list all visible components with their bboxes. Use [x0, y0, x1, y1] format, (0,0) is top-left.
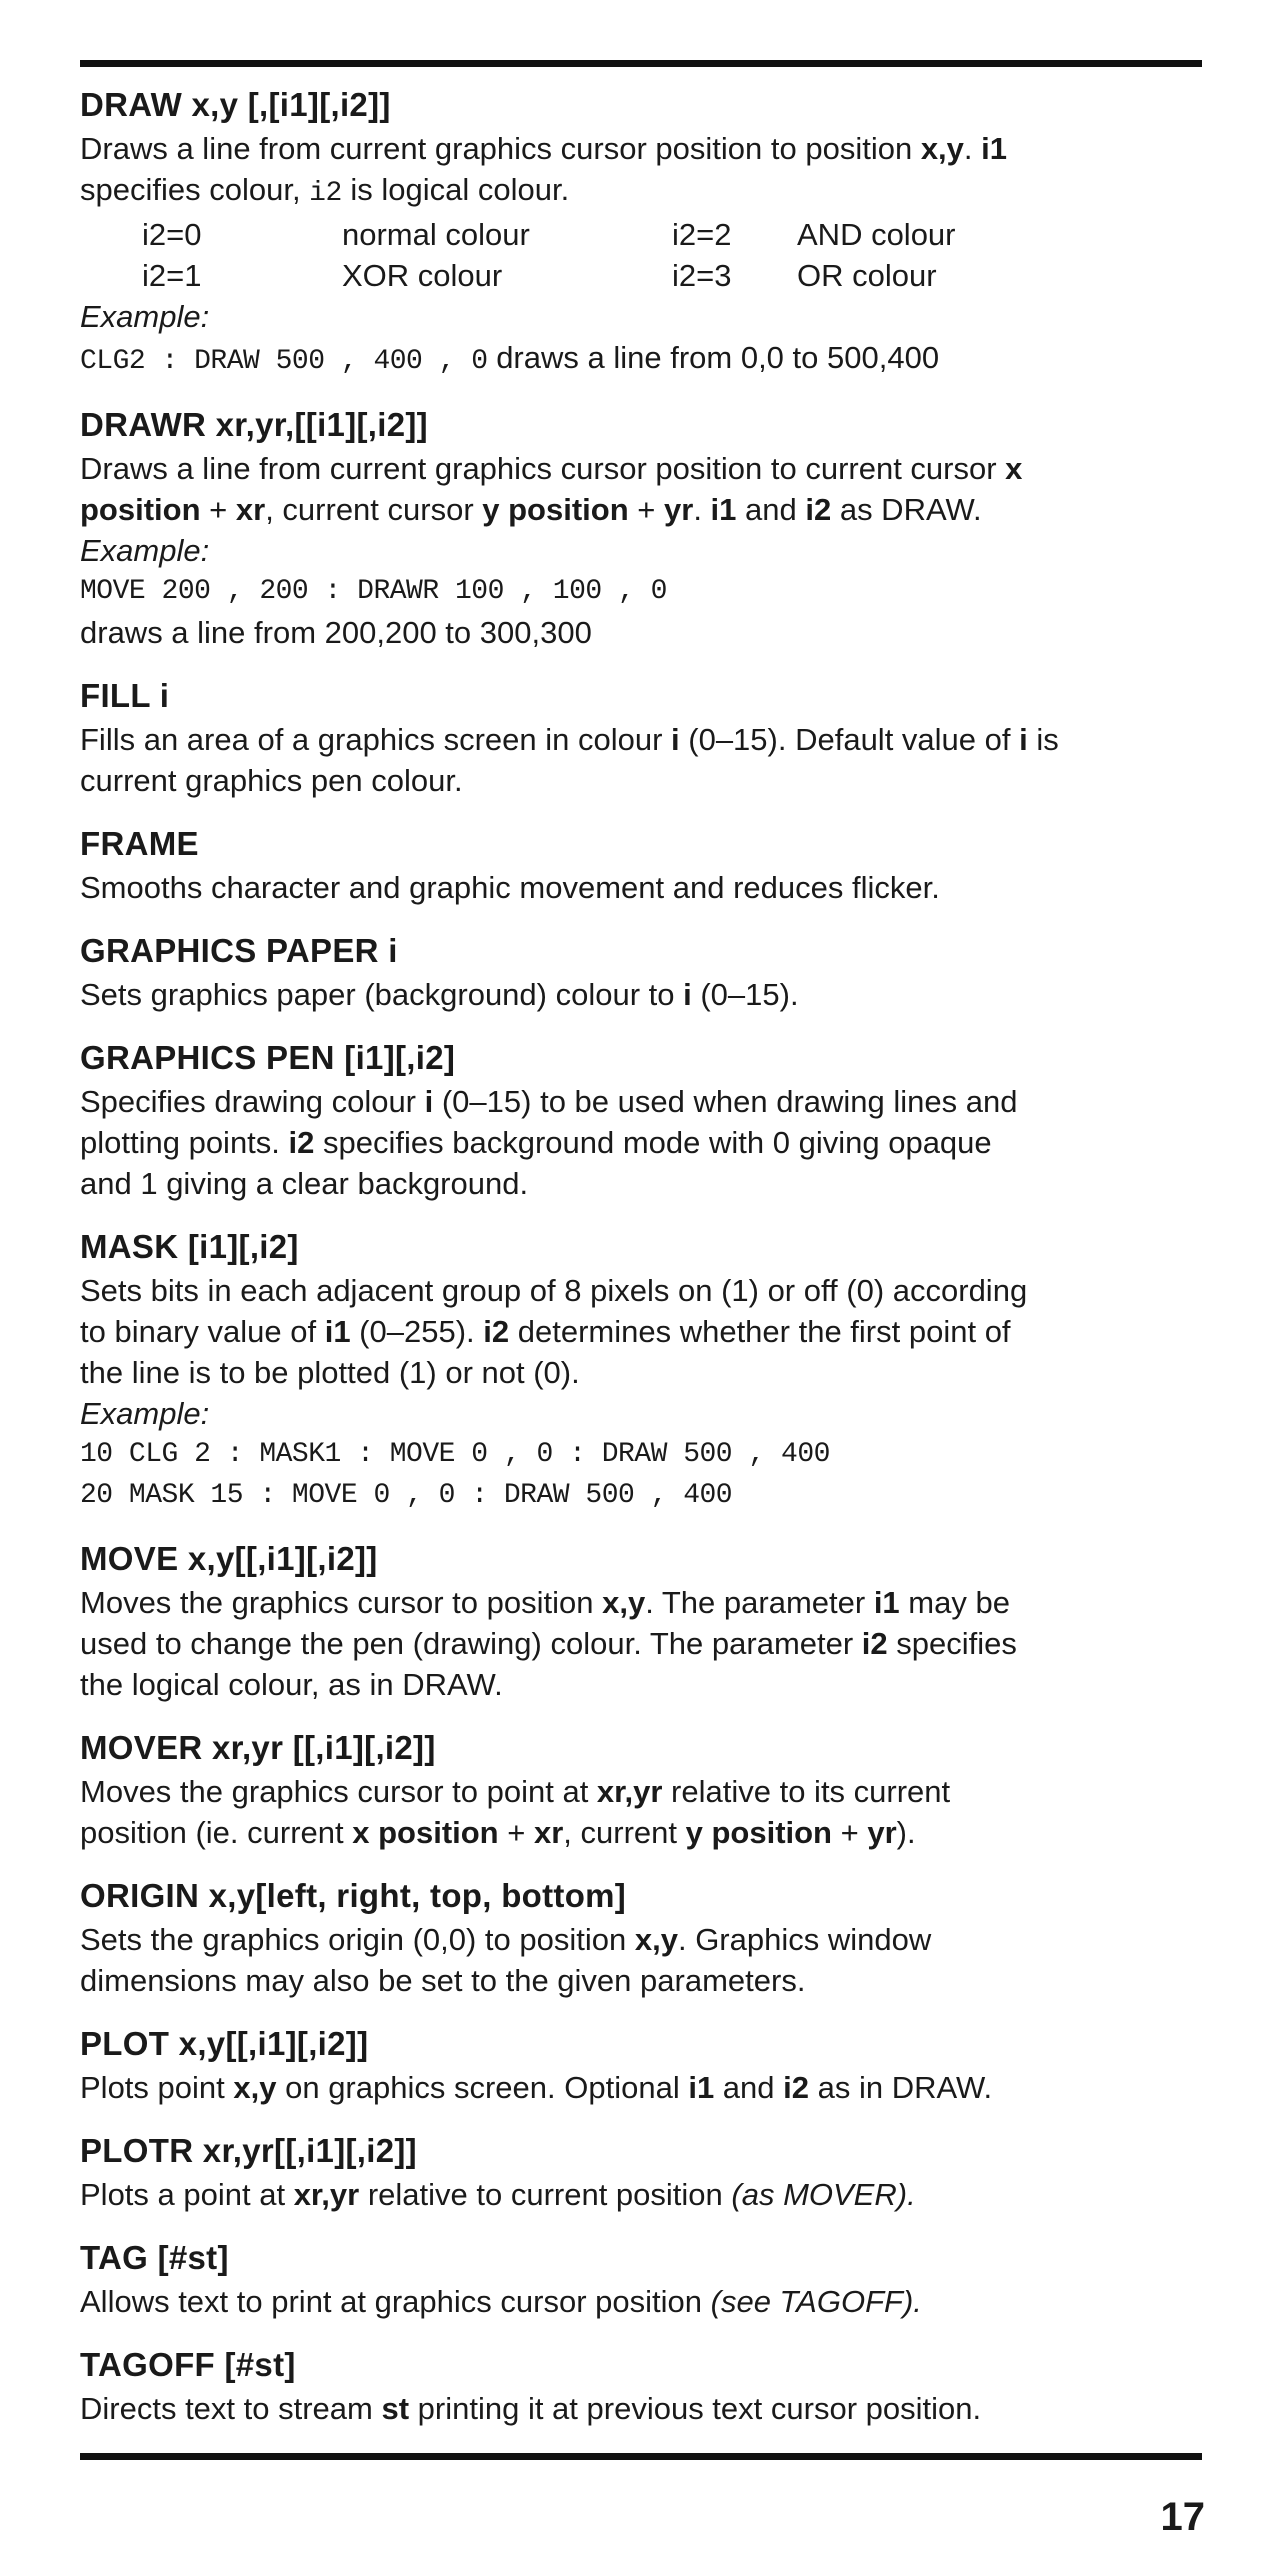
entry-heading: FILL i	[80, 677, 170, 714]
example-label: Example:	[80, 533, 210, 568]
entry-description: Draws a line from current graphics cursor position to current cursor x position + xr, current cursor y position + yr. i1 and i2 as DRAW.	[80, 451, 1023, 527]
entry-tag	[80, 2235, 1205, 2322]
entry-graphics-paper	[80, 928, 1205, 1015]
example-label: Example:	[80, 1396, 210, 1431]
page-number: 17	[1160, 2495, 1205, 2539]
entry-heading: MASK [i1][,i2]	[80, 1228, 299, 1265]
entry-description: Allows text to print at graphics cursor position (see TAGOFF).	[80, 2284, 922, 2319]
entry-heading: GRAPHICS PAPER i	[80, 932, 398, 969]
bottom-rule	[80, 2453, 1202, 2460]
entry-description: Sets the graphics origin (0,0) to position x,y. Graphics window dimensions may also be set to the given parameters.	[80, 1922, 932, 1998]
entry-description: Fills an area of a graphics screen in colour i (0–15). Default value of i is current graphics pen colour.	[80, 722, 1059, 798]
example-code: 10 CLG 2 : MASK1 : MOVE 0 , 0 : DRAW 500 , 400	[80, 1439, 830, 1470]
entry-mover	[80, 1725, 1205, 1853]
entry-draw	[80, 82, 1205, 382]
entry-heading: DRAWR xr,yr,[[i1][,i2]]	[80, 406, 428, 443]
entry-drawr	[80, 402, 1205, 653]
entry-heading: PLOTR xr,yr[[,i1][,i2]]	[80, 2132, 417, 2169]
example: CLG2 : DRAW 500 , 400 , 0 draws a line from 0,0 to 500,400	[80, 340, 940, 377]
entry-heading: DRAW x,y [,[i1][,i2]]	[80, 86, 391, 123]
entry-mask	[80, 1224, 1205, 1516]
entry-heading: ORIGIN x,y[left, right, top, bottom]	[80, 1877, 627, 1914]
entry-description: Plots a point at xr,yr relative to current position (as MOVER).	[80, 2177, 916, 2212]
entry-description: Moves the graphics cursor to position x,y. The parameter i1 may be used to change the pen (drawing) colour. The parameter i2 specifies the logical colour, as in DRAW.	[80, 1585, 1017, 1702]
entry-description: Specifies drawing colour i (0–15) to be used when drawing lines and plotting points. i2 specifies background mode with 0 giving opaque and 1 giving a clear background.	[80, 1084, 1018, 1201]
example-code: MOVE 200 , 200 : DRAWR 100 , 100 , 0	[80, 576, 667, 607]
top-rule	[80, 60, 1202, 67]
entry-description: Sets graphics paper (background) colour to i (0–15).	[80, 977, 799, 1012]
example-text: draws a line from 200,200 to 300,300	[80, 615, 592, 650]
entry-description: Directs text to stream st printing it at previous text cursor position.	[80, 2391, 982, 2426]
entry-plotr	[80, 2128, 1205, 2215]
entry-heading: MOVE x,y[[,i1][,i2]]	[80, 1540, 378, 1577]
entry-heading: GRAPHICS PEN [i1][,i2]	[80, 1039, 456, 1076]
logical-colour-modes: i2=0 normal colour i2=2 AND colour i2=1 XOR colour i2=3 OR colour	[142, 217, 956, 293]
entry-description: Plots point x,y on graphics screen. Optional i1 and i2 as in DRAW.	[80, 2070, 993, 2105]
entry-description: Moves the graphics cursor to point at xr,yr relative to its current position (ie. current x position + xr, current y position + yr).	[80, 1774, 951, 1850]
entry-fill	[80, 673, 1205, 801]
entry-graphics-pen	[80, 1035, 1205, 1204]
entry-heading: TAGOFF [#st]	[80, 2346, 296, 2383]
entry-plot	[80, 2021, 1205, 2108]
entry-description: Draws a line from current graphics cursor position to position x,y. i1 specifies colour, i2 is logical colour.	[80, 131, 1008, 209]
entry-frame	[80, 821, 1205, 908]
entry-tagoff	[80, 2342, 1205, 2429]
entry-move	[80, 1536, 1205, 1705]
entry-heading: FRAME	[80, 825, 199, 862]
entry-heading: PLOT x,y[[,i1][,i2]]	[80, 2025, 369, 2062]
entry-description: Smooths character and graphic movement and reduces flicker.	[80, 870, 940, 905]
entry-heading: TAG [#st]	[80, 2239, 229, 2276]
entry-description: Sets bits in each adjacent group of 8 pixels on (1) or off (0) according to binary value of i1 (0–255). i2 determines whether the first point of the line is to be plotted (1) or not (0).	[80, 1273, 1028, 1390]
entry-heading: MOVER xr,yr [[,i1][,i2]]	[80, 1729, 436, 1766]
example-label: Example:	[80, 299, 210, 334]
entry-origin	[80, 1873, 1205, 2001]
command-reference	[80, 82, 1205, 2449]
example-code: 20 MASK 15 : MOVE 0 , 0 : DRAW 500 , 400	[80, 1480, 733, 1511]
